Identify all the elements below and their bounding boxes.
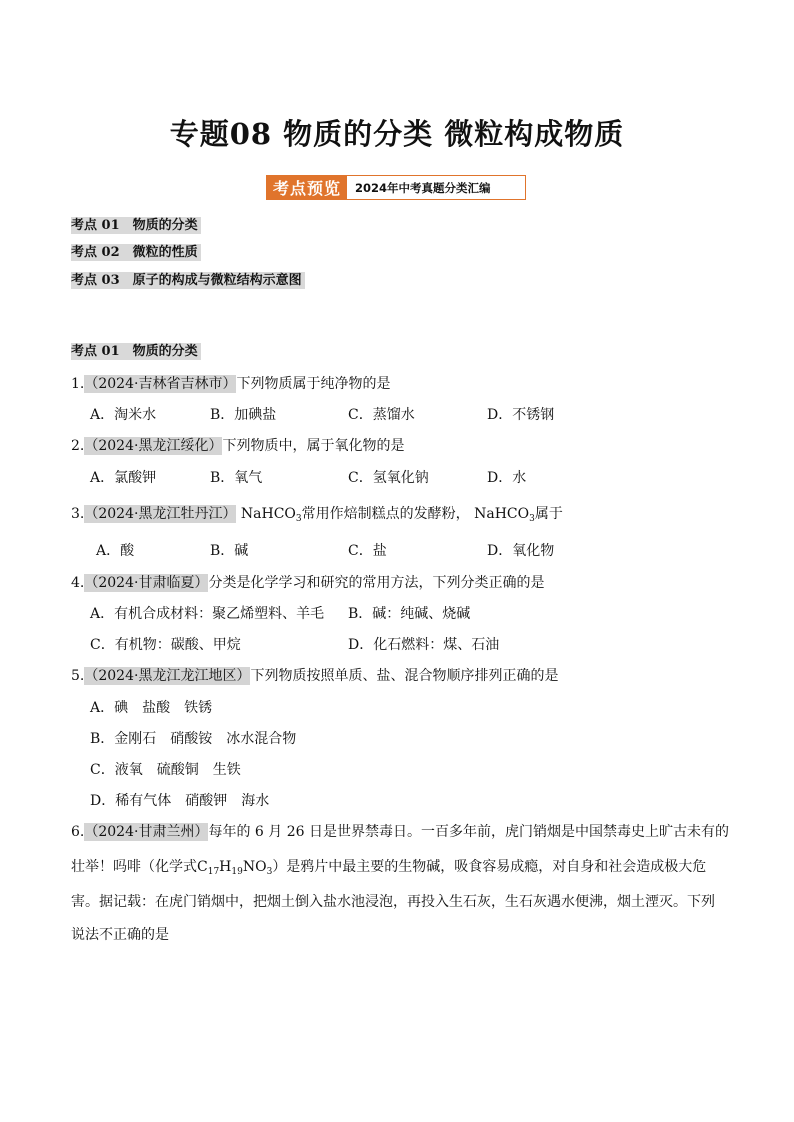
option: D．化石燃料：煤、石油 (348, 637, 500, 653)
badge-text: 2024年中考真题分类汇编 (355, 180, 491, 195)
question-2: 2.（2024·黑龙江绥化）下列物质中，属于氧化物的是 (71, 438, 405, 454)
page-title: 专题08 物质的分类 微粒构成物质 (169, 117, 625, 151)
option: B．碱 (210, 543, 249, 559)
question-4: 4.（2024·甘肃临夏）分类是化学学习和研究的常用方法，下列分类正确的是 (71, 575, 545, 591)
section-heading: 考点 01 物质的分类 (71, 340, 201, 359)
option: A．淘米水 (90, 407, 157, 423)
option: C．蒸馏水 (348, 407, 415, 423)
question-1: 1.（2024·吉林省吉林市）下列物质属于纯净物的是 (71, 376, 391, 392)
option: D．稀有气体 硝酸钾 海水 (90, 793, 270, 809)
badge-label: 考点预览 (267, 176, 347, 199)
option: A．碘 盐酸 铁锈 (90, 700, 213, 716)
option: C．氢氧化钠 (348, 470, 429, 486)
question-3: 3.（2024·黑龙江牡丹江） NaHCO$_3$常用作焙制糕点的发酵粉， NaHCO$_3$属于 (71, 506, 563, 524)
option: D．水 (487, 470, 527, 486)
option: C．液氧 硫酸铜 生铁 (90, 762, 241, 778)
option: D．氧化物 (487, 543, 555, 559)
toc-item-1: 考点 01 物质的分类 (71, 214, 201, 233)
option: B．金刚石 硝酸铵 冰水混合物 (90, 731, 297, 747)
question-source: （2024·甘肃兰州） (84, 824, 209, 840)
question-6: 6.（2024·甘肃兰州）每年的 6 月 26 日是世界禁毒日。一百多年前，虎门销烟是中国禁毒史上旷古未有的 (71, 824, 729, 840)
formula: NaHCO (474, 506, 530, 522)
option: A．有机合成材料：聚乙烯塑料、羊毛 (90, 606, 325, 622)
formula: NaHCO (240, 506, 296, 522)
question-6-line-3: 害。据记载：在虎门销烟中，把烟土倒入盐水池浸泡，再投入生石灰，生石灰遇水便沸，烟土湮灭。下列 (71, 894, 715, 910)
option: B．氧气 (210, 470, 263, 486)
question-source: （2024·黑龙江牡丹江） (84, 506, 237, 522)
toc-item-2: 考点 02 微粒的性质 (71, 241, 201, 260)
question-source: （2024·吉林省吉林市） (84, 376, 237, 392)
question-source: （2024·甘肃临夏） (84, 575, 209, 591)
option: A．氯酸钾 (90, 470, 157, 486)
question-6-line-2: 壮举！吗啡（化学式$C_{17}H_{19}NO_3$）是鸦片中最主要的生物碱，吸食容易成瘾，对自身和社会造成极大危 (71, 859, 707, 877)
toc-item-3: 考点 03 原子的构成与微粒结构示意图 (71, 269, 305, 288)
preview-badge (266, 175, 526, 200)
question-source: （2024·黑龙江龙江地区） (84, 668, 251, 684)
option: C．有机物：碳酸、甲烷 (90, 637, 241, 653)
option: B．加碘盐 (210, 407, 277, 423)
question-5: 5.（2024·黑龙江龙江地区）下列物质按照单质、盐、混合物顺序排列正确的是 (71, 668, 559, 684)
option: A．酸 (96, 543, 135, 559)
question-6-line-4: 说法不正确的是 (71, 927, 169, 943)
question-source: （2024·黑龙江绥化） (84, 438, 223, 454)
option: D．不锈钢 (487, 407, 555, 423)
option: C．盐 (348, 543, 387, 559)
option: B．碱：纯碱、烧碱 (348, 606, 471, 622)
